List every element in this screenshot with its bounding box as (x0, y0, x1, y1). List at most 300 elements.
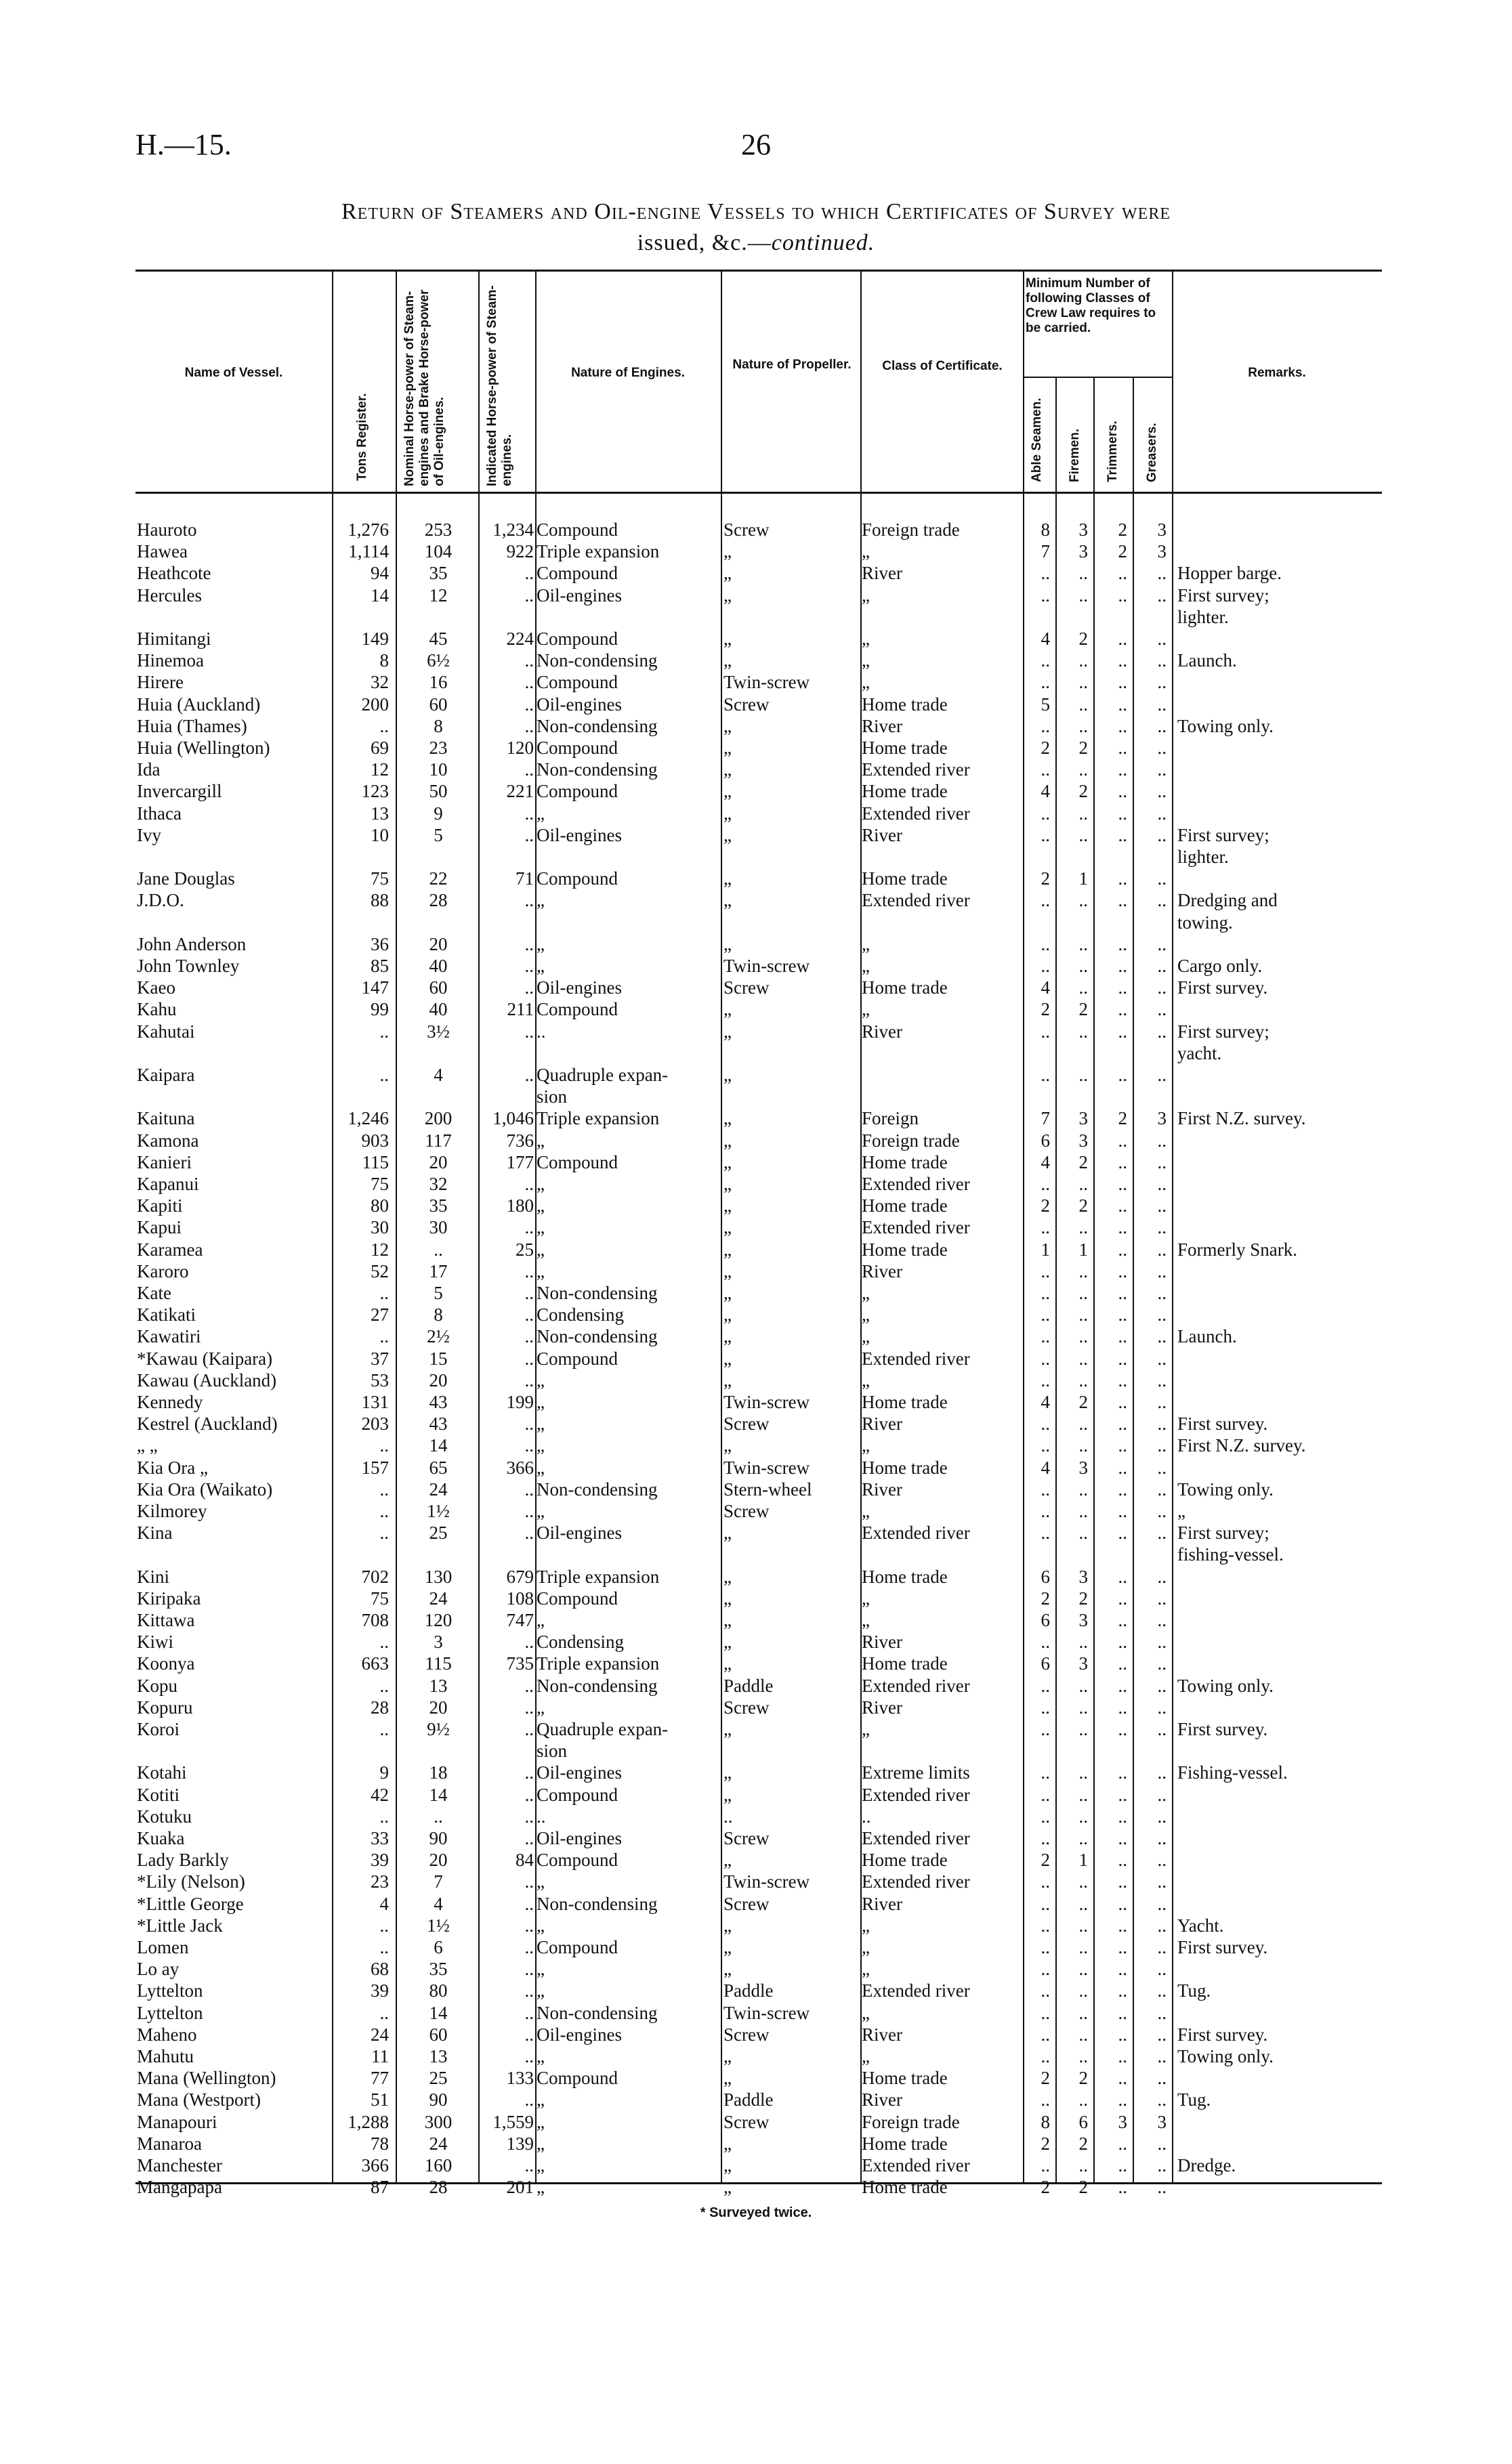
trimmers-cell: .. (1118, 868, 1127, 889)
nature-of-engines-cell: Oil-engines (537, 1523, 622, 1544)
greasers-cell: .. (1157, 2155, 1167, 2175)
firemen-cell: 2 (1078, 2177, 1088, 2198)
greasers-cell: .. (1157, 1260, 1167, 1281)
remarks-cell: Tug. (1177, 2089, 1211, 2110)
nominal-horse-power-cell: 14 (429, 1784, 448, 1805)
tons-register-cell: 36 (371, 933, 389, 954)
nature-of-propeller-cell: „ (723, 999, 732, 1020)
class-of-certificate-cell: „ (862, 541, 870, 562)
nature-of-engines-cell: Triple expansion (537, 1566, 660, 1587)
nature-of-propeller-cell: Paddle (723, 1675, 774, 1696)
vessel-name-cell: Hauroto (137, 519, 197, 540)
nature-of-propeller-cell: „ (723, 1588, 732, 1609)
table-row (0, 933, 1512, 955)
trimmers-cell: .. (1118, 1479, 1127, 1500)
nature-of-propeller-cell: Paddle (723, 1980, 774, 2001)
tons-register-cell: 147 (361, 977, 389, 998)
indicated-horse-power-cell: .. (524, 803, 534, 824)
greasers-cell: .. (1157, 1632, 1167, 1653)
trimmers-cell: .. (1118, 1610, 1127, 1630)
indicated-horse-power-cell: .. (524, 2155, 534, 2175)
nature-of-engines-cell: Non-condensing (537, 1479, 658, 1500)
able-seamen-cell: .. (1041, 803, 1050, 824)
footnote: * Surveyed twice. (700, 2205, 812, 2220)
greasers-cell: .. (1157, 1675, 1167, 1696)
nominal-horse-power-cell: 50 (429, 781, 448, 802)
nominal-horse-power-cell: 15 (429, 1348, 448, 1369)
vessel-name-cell: Mana (Wellington) (137, 2068, 276, 2089)
firemen-cell: .. (1078, 1501, 1088, 1521)
indicated-horse-power-cell: .. (524, 1260, 534, 1281)
firemen-cell: .. (1078, 759, 1088, 780)
table-row (0, 780, 1512, 802)
nominal-horse-power-cell: 65 (429, 1457, 448, 1478)
able-seamen-cell: .. (1041, 672, 1050, 693)
table-row (0, 1260, 1512, 1282)
nominal-horse-power-cell: 80 (429, 1980, 448, 2001)
remarks-cell: Towing only. (1177, 1479, 1274, 1500)
able-seamen-cell: 2 (1041, 1588, 1050, 1609)
table-top-rule (135, 270, 1382, 272)
nature-of-propeller-cell: „ (723, 1108, 732, 1129)
class-of-certificate-cell: River (862, 1021, 902, 1042)
remarks-cell: First survey. (1177, 1719, 1268, 1739)
firemen-cell: .. (1078, 1980, 1088, 2001)
vessel-name-cell: Kahutai (137, 1021, 195, 1042)
class-of-certificate-cell: Home trade (862, 694, 948, 715)
nature-of-engines-cell: sion (537, 1086, 568, 1107)
nature-of-propeller-cell: „ (723, 2068, 732, 2089)
nature-of-propeller-cell: „ (723, 1937, 732, 1957)
vessel-name-cell: Kennedy (137, 1392, 203, 1412)
vessel-name-cell: „ „ (137, 1435, 158, 1456)
header-trimmers: Trimmers. (1106, 421, 1120, 482)
vessel-name-cell: Lyttelton (137, 1980, 203, 2001)
nature-of-propeller-cell: „ (723, 1719, 732, 1739)
nominal-horse-power-cell: 20 (429, 933, 448, 954)
tons-register-cell: .. (379, 1065, 389, 1085)
tons-register-cell: .. (379, 2002, 389, 2023)
remarks-cell: Towing only. (1177, 1675, 1274, 1696)
trimmers-cell: .. (1118, 1457, 1127, 1478)
nominal-horse-power-cell: 35 (429, 1195, 448, 1216)
able-seamen-cell: .. (1041, 1762, 1050, 1783)
indicated-horse-power-cell: 71 (516, 868, 534, 889)
able-seamen-cell: .. (1041, 1479, 1050, 1500)
nature-of-engines-cell: Triple expansion (537, 1108, 660, 1129)
tons-register-cell: 52 (371, 1260, 389, 1281)
able-seamen-cell: .. (1041, 1937, 1050, 1957)
able-seamen-cell: 4 (1041, 1392, 1050, 1412)
indicated-horse-power-cell: 199 (506, 1392, 534, 1412)
firemen-cell: 2 (1078, 2133, 1088, 2154)
table-row (0, 1740, 1512, 1762)
table-row (0, 606, 1512, 628)
nature-of-engines-cell: „ (537, 1239, 545, 1260)
table-row (0, 1588, 1512, 1609)
table-row (0, 1021, 1512, 1042)
class-of-certificate-cell: „ (862, 2002, 870, 2023)
vessel-name-cell: Huia (Auckland) (137, 694, 261, 715)
table-row (0, 1151, 1512, 1173)
table-row (0, 2002, 1512, 2024)
nominal-horse-power-cell: 8 (434, 1304, 443, 1325)
tons-register-cell: 69 (371, 738, 389, 758)
able-seamen-cell: 2 (1041, 2133, 1050, 2154)
nature-of-engines-cell: „ (537, 1435, 545, 1456)
tons-register-cell: 33 (371, 1828, 389, 1848)
trimmers-cell: .. (1118, 2155, 1127, 2175)
firemen-cell: 2 (1078, 1588, 1088, 1609)
trimmers-cell: .. (1118, 890, 1127, 911)
class-of-certificate-cell: „ (862, 629, 870, 649)
vessel-name-cell: Huia (Thames) (137, 715, 247, 736)
nature-of-engines-cell: „ (537, 1369, 545, 1390)
vessel-name-cell: Invercargill (137, 781, 222, 802)
vessel-name-cell: Kanieri (137, 1151, 192, 1172)
indicated-horse-power-cell: .. (524, 1065, 534, 1085)
nominal-horse-power-cell: 20 (429, 1369, 448, 1390)
vessel-name-cell: Kapiti (137, 1195, 183, 1216)
tons-register-cell: 4 (379, 1893, 389, 1914)
firemen-cell: 6 (1078, 2111, 1088, 2132)
greasers-cell: .. (1157, 585, 1167, 606)
able-seamen-cell: .. (1041, 1501, 1050, 1521)
nature-of-engines-cell: Oil-engines (537, 2024, 622, 2045)
nominal-horse-power-cell: 30 (429, 1217, 448, 1238)
greasers-cell: .. (1157, 933, 1167, 954)
nature-of-engines-cell: Triple expansion (537, 541, 660, 562)
nature-of-engines-cell: Triple expansion (537, 1653, 660, 1674)
tons-register-cell: 42 (371, 1784, 389, 1805)
nominal-horse-power-cell: 90 (429, 1828, 448, 1848)
remarks-cell: First N.Z. survey. (1177, 1108, 1306, 1129)
trimmers-cell: .. (1118, 1021, 1127, 1042)
tons-register-cell: 1,114 (348, 541, 389, 562)
tons-register-cell: 200 (361, 694, 389, 715)
nature-of-propeller-cell: Screw (723, 2024, 770, 2045)
table-row (0, 1500, 1512, 1522)
firemen-cell: .. (1078, 933, 1088, 954)
nominal-horse-power-cell: 6 (434, 1937, 443, 1957)
trimmers-cell: .. (1118, 2089, 1127, 2110)
indicated-horse-power-cell: .. (524, 1828, 534, 1848)
greasers-cell: .. (1157, 1239, 1167, 1260)
indicated-horse-power-cell: 133 (506, 2068, 534, 2089)
trimmers-cell: .. (1118, 1893, 1127, 1914)
remarks-cell: towing. (1177, 912, 1233, 933)
table-row (0, 1871, 1512, 1892)
indicated-horse-power-cell: .. (524, 890, 534, 911)
greasers-cell: .. (1157, 1304, 1167, 1325)
greasers-cell: .. (1157, 738, 1167, 758)
remarks-cell: First survey; (1177, 585, 1269, 606)
nominal-horse-power-cell: 14 (429, 1435, 448, 1456)
table-row (0, 585, 1512, 606)
greasers-cell: .. (1157, 1523, 1167, 1544)
indicated-horse-power-cell: .. (524, 1501, 534, 1521)
indicated-horse-power-cell: .. (524, 1021, 534, 1042)
greasers-cell: .. (1157, 1369, 1167, 1390)
table-row (0, 759, 1512, 780)
greasers-cell: .. (1157, 1850, 1167, 1871)
greasers-cell: .. (1157, 563, 1167, 584)
vessel-name-cell: Kaipara (137, 1065, 195, 1085)
nature-of-propeller-cell: Twin-screw (723, 2002, 810, 2023)
nature-of-propeller-cell: „ (723, 1174, 732, 1194)
vessel-name-cell: Kopu (137, 1675, 177, 1696)
trimmers-cell: .. (1118, 1762, 1127, 1783)
class-of-certificate-cell: River (862, 563, 902, 584)
nominal-horse-power-cell: 7 (434, 1871, 443, 1892)
nature-of-engines-cell: „ (537, 1392, 545, 1412)
nature-of-propeller-cell: „ (723, 650, 732, 671)
greasers-cell: .. (1157, 2046, 1167, 2066)
class-of-certificate-cell: „ (862, 1588, 870, 1609)
indicated-horse-power-cell: .. (524, 585, 534, 606)
nature-of-propeller-cell: „ (723, 1784, 732, 1805)
nature-of-engines-cell: „ (537, 803, 545, 824)
able-seamen-cell: .. (1041, 1523, 1050, 1544)
nature-of-propeller-cell: „ (723, 1762, 732, 1783)
trimmers-cell: .. (1118, 1828, 1127, 1848)
table-row (0, 562, 1512, 584)
greasers-cell: .. (1157, 2002, 1167, 2023)
nominal-horse-power-cell: 40 (429, 999, 448, 1020)
nature-of-engines-cell: Compound (537, 781, 618, 802)
header-nature-of-engines: Nature of Engines. (571, 366, 685, 380)
tons-register-cell: 10 (371, 824, 389, 845)
nature-of-propeller-cell: Twin-screw (723, 956, 810, 976)
trimmers-cell: .. (1118, 824, 1127, 845)
indicated-horse-power-cell: 211 (507, 999, 534, 1020)
able-seamen-cell: .. (1041, 1632, 1050, 1653)
greasers-cell: .. (1157, 1435, 1167, 1456)
vessel-name-cell: Kia Ora (Waikato) (137, 1479, 273, 1500)
firemen-cell: .. (1078, 694, 1088, 715)
greasers-cell: .. (1157, 650, 1167, 671)
remarks-cell: First survey. (1177, 2024, 1268, 2045)
tons-register-cell: 51 (371, 2089, 389, 2110)
tons-register-cell: 708 (361, 1610, 389, 1630)
nature-of-engines-cell: Compound (537, 1850, 618, 1871)
vessel-name-cell: Ivy (137, 824, 161, 845)
nature-of-propeller-cell: „ (723, 1304, 732, 1325)
class-of-certificate-cell: Extended river (862, 759, 970, 780)
nature-of-propeller-cell: Screw (723, 694, 770, 715)
vessel-name-cell: Lomen (137, 1937, 189, 1957)
tons-register-cell: 12 (371, 1239, 389, 1260)
nominal-horse-power-cell: 200 (424, 1108, 453, 1129)
remarks-cell: yacht. (1177, 1042, 1222, 1063)
greasers-cell: .. (1157, 956, 1167, 976)
greasers-cell: .. (1157, 781, 1167, 802)
tons-register-cell: 30 (371, 1217, 389, 1238)
vessel-name-cell: Kapanui (137, 1174, 199, 1194)
greasers-cell: .. (1157, 1151, 1167, 1172)
able-seamen-cell: .. (1041, 1893, 1050, 1914)
firemen-cell: .. (1078, 1479, 1088, 1500)
table-row (0, 998, 1512, 1020)
tons-register-cell: 75 (371, 868, 389, 889)
trimmers-cell: .. (1118, 1151, 1127, 1172)
table-row (0, 1544, 1512, 1565)
trimmers-cell: .. (1118, 1697, 1127, 1718)
trimmers-cell: 2 (1118, 519, 1127, 540)
indicated-horse-power-cell: 1,234 (492, 519, 534, 540)
class-of-certificate-cell: „ (862, 956, 870, 976)
table-row (0, 1348, 1512, 1369)
class-of-certificate-cell: Extended river (862, 1871, 970, 1892)
trimmers-cell: .. (1118, 1719, 1127, 1739)
nominal-horse-power-cell: 24 (429, 2133, 448, 2154)
header-name-of-vessel: Name of Vessel. (184, 366, 283, 380)
greasers-cell: .. (1157, 1653, 1167, 1674)
table-row (0, 2089, 1512, 2110)
nature-of-propeller-cell: „ (723, 1435, 732, 1456)
nominal-horse-power-cell: 32 (429, 1174, 448, 1194)
class-of-certificate-cell: Home trade (862, 2133, 948, 2154)
indicated-horse-power-cell: .. (524, 1719, 534, 1739)
vessel-name-cell: Kuaka (137, 1828, 185, 1848)
nominal-horse-power-cell: 60 (429, 977, 448, 998)
tons-register-cell: 366 (361, 2155, 389, 2175)
firemen-cell: .. (1078, 1893, 1088, 1914)
vessel-name-cell: Lo ay (137, 1959, 180, 1980)
nature-of-engines-cell: Compound (537, 519, 618, 540)
trimmers-cell: .. (1118, 1348, 1127, 1369)
table-row (0, 1718, 1512, 1740)
vessel-name-cell: Lyttelton (137, 2002, 203, 2023)
trimmers-cell: .. (1118, 1806, 1127, 1827)
indicated-horse-power-cell: .. (524, 1980, 534, 2001)
nature-of-engines-cell: Condensing (537, 1632, 625, 1653)
firemen-cell: .. (1078, 1937, 1088, 1957)
tons-register-cell: 123 (361, 781, 389, 802)
trimmers-cell: .. (1118, 956, 1127, 976)
nature-of-engines-cell: „ (537, 1610, 545, 1630)
tons-register-cell: .. (379, 1806, 389, 1827)
able-seamen-cell: 2 (1041, 2068, 1050, 2089)
nominal-horse-power-cell: 17 (429, 1260, 448, 1281)
tons-register-cell: .. (379, 1675, 389, 1696)
vessel-name-cell: Jane Douglas (137, 868, 235, 889)
greasers-cell: .. (1157, 1021, 1167, 1042)
tons-register-cell: 39 (371, 1850, 389, 1871)
nature-of-propeller-cell: „ (723, 1369, 732, 1390)
indicated-horse-power-cell: .. (524, 563, 534, 584)
nature-of-engines-cell: Compound (537, 629, 618, 649)
table-row (0, 846, 1512, 868)
class-of-certificate-cell: Extreme limits (862, 1762, 970, 1783)
indicated-horse-power-cell: .. (524, 977, 534, 998)
nominal-horse-power-cell: 1½ (427, 1501, 450, 1521)
tons-register-cell: 131 (361, 1392, 389, 1412)
class-of-certificate-cell: „ (862, 1937, 870, 1957)
able-seamen-cell: 6 (1041, 1610, 1050, 1630)
vessel-name-cell: Lady Barkly (137, 1850, 229, 1871)
trimmers-cell: .. (1118, 977, 1127, 998)
remarks-cell: Yacht. (1177, 1915, 1224, 1936)
firemen-cell: .. (1078, 977, 1088, 998)
header-nature-of-propeller: Nature of Propeller. (732, 358, 852, 372)
vessel-name-cell: *Lily (Nelson) (137, 1871, 245, 1892)
able-seamen-cell: .. (1041, 1806, 1050, 1827)
class-of-certificate-cell: Home trade (862, 977, 948, 998)
greasers-cell: .. (1157, 1065, 1167, 1085)
nature-of-propeller-cell: Screw (723, 1501, 770, 1521)
vessel-name-cell: Kotuku (137, 1806, 192, 1827)
nature-of-propeller-cell: „ (723, 715, 732, 736)
able-seamen-cell: .. (1041, 933, 1050, 954)
firemen-cell: .. (1078, 1065, 1088, 1085)
firemen-cell: 3 (1078, 1130, 1088, 1151)
trimmers-cell: .. (1118, 1304, 1127, 1325)
remarks-cell: First survey; (1177, 824, 1269, 845)
greasers-cell: .. (1157, 868, 1167, 889)
firemen-cell: 3 (1078, 541, 1088, 562)
indicated-horse-power-cell: .. (524, 1283, 534, 1303)
vessel-name-cell: John Townley (137, 956, 240, 976)
able-seamen-cell: 1 (1041, 1239, 1050, 1260)
trimmers-cell: .. (1118, 1283, 1127, 1303)
trimmers-cell: .. (1118, 1675, 1127, 1696)
firemen-cell: 3 (1078, 1108, 1088, 1129)
table-row (0, 671, 1512, 693)
nominal-horse-power-cell: 3½ (427, 1021, 450, 1042)
nominal-horse-power-cell: 117 (425, 1130, 452, 1151)
vessel-name-cell: Hercules (137, 585, 202, 606)
vessel-name-cell: Maheno (137, 2024, 197, 2045)
table-row (0, 2024, 1512, 2045)
vessel-name-cell: Huia (Wellington) (137, 738, 270, 758)
firemen-cell: 2 (1078, 629, 1088, 649)
nominal-horse-power-cell: 20 (429, 1850, 448, 1871)
table-row (0, 737, 1512, 759)
nominal-horse-power-cell: 90 (429, 2089, 448, 2110)
able-seamen-cell: .. (1041, 1174, 1050, 1194)
indicated-horse-power-cell: .. (524, 1217, 534, 1238)
greasers-cell: .. (1157, 2177, 1167, 2198)
tons-register-cell: 77 (371, 2068, 389, 2089)
able-seamen-cell: .. (1041, 759, 1050, 780)
vessel-name-cell: Kaeo (137, 977, 175, 998)
greasers-cell: .. (1157, 2068, 1167, 2089)
nature-of-engines-cell: „ (537, 1414, 545, 1435)
class-of-certificate-cell: .. (862, 1806, 871, 1827)
table-row (0, 1631, 1512, 1653)
trimmers-cell: .. (1118, 650, 1127, 671)
nominal-horse-power-cell: 25 (429, 2068, 448, 2089)
nominal-horse-power-cell: 253 (424, 519, 453, 540)
tons-register-cell: .. (379, 1021, 389, 1042)
remarks-cell: Cargo only. (1177, 956, 1263, 976)
greasers-cell: .. (1157, 1915, 1167, 1936)
class-of-certificate-cell: „ (862, 672, 870, 693)
nature-of-engines-cell: „ (537, 1697, 545, 1718)
firemen-cell: .. (1078, 1348, 1088, 1369)
table-row (0, 1107, 1512, 1129)
trimmers-cell: .. (1118, 803, 1127, 824)
vessel-name-cell: Hawea (137, 541, 188, 562)
nature-of-propeller-cell: .. (723, 1806, 733, 1827)
nature-of-engines-cell: „ (537, 956, 545, 976)
table-row (0, 1566, 1512, 1588)
table-row (0, 1827, 1512, 1849)
firemen-cell: .. (1078, 1260, 1088, 1281)
vessel-name-cell: Kilmorey (137, 1501, 207, 1521)
table-row (0, 1522, 1512, 1544)
